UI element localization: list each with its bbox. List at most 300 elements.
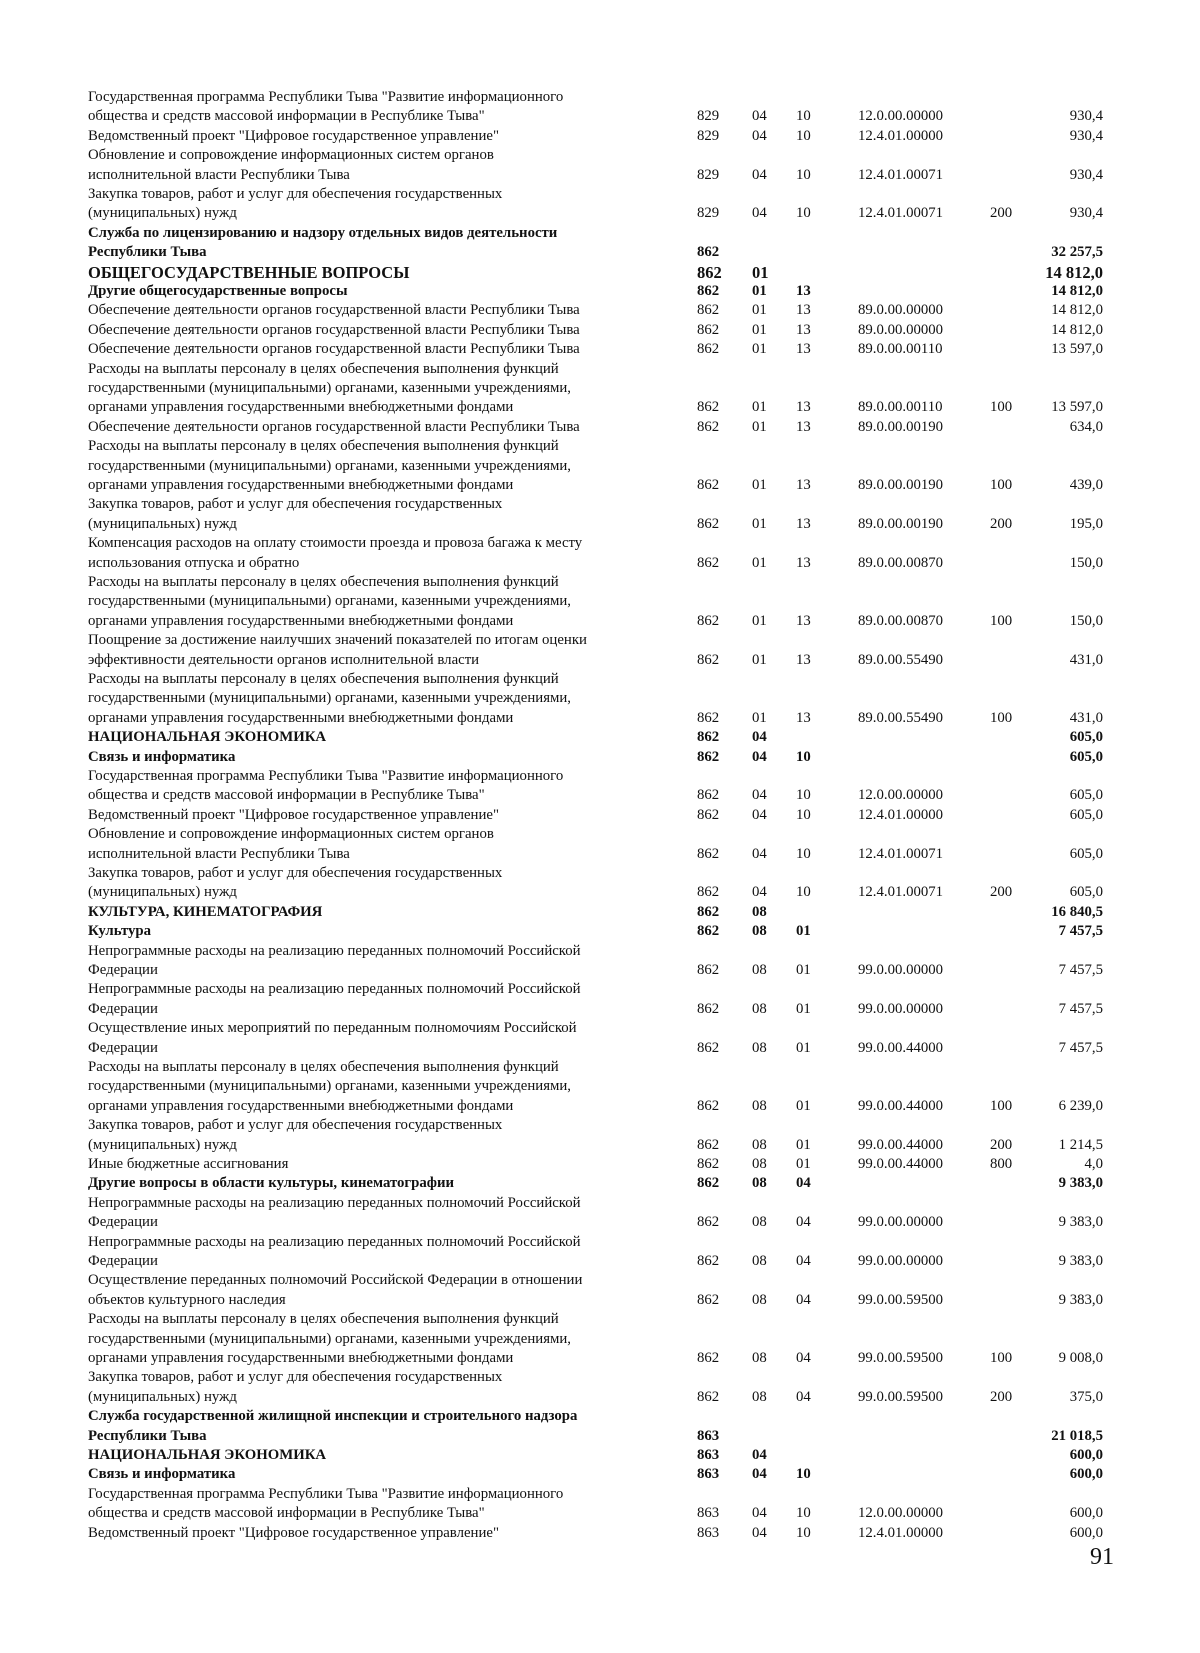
amount-cell: 14 812,0 [1051, 321, 1103, 338]
target-article-cell: 12.4.01.00000 [858, 1524, 944, 1541]
row-description [88, 1058, 663, 1116]
row-description-line: Республики Тыва [88, 1427, 207, 1444]
amount-cell: 9 383,0 [1058, 1214, 1103, 1231]
admin-code-cell: 863 [697, 1427, 720, 1444]
row-description-line: Служба государственной жилищной инспекции и строительного надзора [88, 1408, 578, 1425]
row-description-line: Непрограммные расходы на реализацию переданных полномочий Российской [88, 942, 581, 959]
amount-cell: 7 457,5 [1058, 923, 1103, 940]
target-article-cell: 12.4.01.00071 [858, 884, 944, 901]
admin-code-cell: 862 [697, 282, 720, 299]
target-article-cell: 89.0.00.00190 [858, 515, 944, 532]
subsection-code-cell: 01 [796, 1136, 811, 1153]
row-description [88, 224, 663, 263]
row-description-line: общества и средств массовой информации в Республике Тыва" [88, 787, 485, 804]
subsection-code-cell: 13 [796, 418, 811, 435]
row-description-line: органами управления государственными внебюджетными фондами [88, 1350, 514, 1366]
row-description [88, 631, 663, 670]
table-row [0, 1465, 1200, 1484]
admin-code-cell: 862 [697, 418, 720, 435]
section-code-cell: 01 [752, 282, 767, 299]
row-description-line: Служба по лицензированию и надзору отдельных видов деятельности [88, 224, 558, 241]
row-description-line: Закупка товаров, работ и услуг для обеспечения государственных [88, 1369, 503, 1386]
row-description [88, 1465, 663, 1484]
row-description [88, 495, 663, 534]
section-code-cell: 01 [752, 476, 767, 493]
target-article-cell: 89.0.00.00110 [858, 399, 943, 416]
section-code-cell: 04 [752, 1524, 767, 1541]
amount-cell: 9 383,0 [1058, 1252, 1103, 1269]
table-row [0, 1485, 1200, 1524]
table-row [0, 1310, 1200, 1368]
amount-cell: 930,4 [1069, 108, 1103, 125]
row-description-line: Обеспечение деятельности органов государственной власти Республики Тыва [88, 302, 580, 319]
subsection-code-cell: 04 [796, 1252, 811, 1269]
admin-code-cell: 862 [697, 651, 720, 668]
admin-code-cell: 862 [697, 961, 720, 978]
section-code-cell: 04 [752, 166, 767, 183]
subsection-code-cell: 01 [796, 923, 811, 940]
amount-cell: 7 457,5 [1058, 1000, 1103, 1017]
subsection-code-cell: 10 [796, 787, 811, 804]
target-article-cell: 99.0.00.00000 [858, 1000, 944, 1017]
section-code-cell: 04 [752, 806, 767, 823]
target-article-cell: 12.4.01.00071 [858, 166, 944, 183]
admin-code-cell: 862 [697, 1291, 720, 1308]
admin-code-cell: 862 [697, 1349, 720, 1366]
table-row [0, 806, 1200, 825]
table-row [0, 418, 1200, 437]
table-row [0, 922, 1200, 941]
section-code-cell: 08 [752, 1388, 767, 1405]
section-code-cell: 01 [752, 651, 767, 668]
admin-code-cell: 862 [697, 1039, 720, 1056]
table-row [0, 748, 1200, 767]
row-description-line: Ведомственный проект "Цифровое государственное управление" [88, 127, 499, 144]
amount-cell: 431,0 [1069, 709, 1103, 726]
section-code-cell: 04 [752, 127, 767, 144]
table-row [0, 282, 1200, 301]
target-article-cell: 89.0.00.00110 [858, 341, 943, 358]
row-description-line: Закупка товаров, работ и услуг для обеспечения государственных [88, 865, 503, 881]
admin-code-cell: 862 [697, 1252, 720, 1269]
amount-cell: 7 457,5 [1058, 961, 1103, 978]
subsection-code-cell: 13 [796, 399, 811, 416]
row-description-line: Компенсация расходов на оплату стоимости проезда и провоза багажа к месту [88, 535, 583, 552]
subsection-code-cell: 01 [796, 1097, 811, 1114]
expense-type-cell: 200 [990, 1136, 1013, 1153]
row-description-line: исполнительной власти Республики Тыва [88, 166, 350, 183]
amount-cell: 9 008,0 [1058, 1349, 1103, 1366]
amount-cell: 930,4 [1069, 127, 1103, 144]
section-code-cell: 01 [752, 554, 767, 571]
row-description [88, 825, 663, 864]
page-number: 91 [1090, 1544, 1114, 1570]
table-row [0, 1233, 1200, 1272]
table-row [0, 321, 1200, 340]
row-description [88, 127, 663, 146]
admin-code-cell: 862 [697, 1175, 720, 1192]
row-description [88, 1116, 663, 1155]
table-row [0, 767, 1200, 806]
target-article-cell: 99.0.00.44000 [858, 1136, 944, 1153]
expense-type-cell: 200 [990, 1388, 1013, 1405]
row-description [88, 942, 663, 981]
table-row [0, 728, 1200, 747]
row-description-line: Непрограммные расходы на реализацию переданных полномочий Российской [88, 981, 581, 998]
admin-code-cell: 829 [697, 205, 720, 222]
section-code-cell: 01 [752, 709, 767, 726]
target-article-cell: 89.0.00.00000 [858, 302, 944, 319]
row-description [88, 573, 663, 631]
expense-type-cell: 200 [990, 884, 1013, 901]
row-description-line: Федерации [88, 1214, 158, 1231]
subsection-code-cell: 10 [796, 205, 811, 222]
row-description-line: исполнительной власти Республики Тыва [88, 845, 350, 862]
row-description-line: Поощрение за достижение наилучших значений показателей по итогам оценки [88, 632, 587, 649]
row-description-line: ОБЩЕГОСУДАРСТВЕННЫЕ ВОПРОСЫ [88, 262, 410, 282]
target-article-cell: 12.0.00.00000 [858, 787, 944, 804]
amount-cell: 195,0 [1069, 515, 1103, 532]
subsection-code-cell: 10 [796, 806, 811, 823]
section-code-cell: 04 [752, 1505, 767, 1522]
row-description-line: Связь и информатика [88, 748, 236, 765]
row-description-line: Федерации [88, 1039, 158, 1056]
section-code-cell: 01 [752, 515, 767, 532]
row-description-line: объектов культурного наследия [88, 1291, 286, 1308]
target-article-cell: 99.0.00.59500 [858, 1349, 944, 1366]
amount-cell: 9 383,0 [1058, 1175, 1103, 1192]
section-code-cell: 04 [752, 787, 767, 804]
row-description-line: Другие вопросы в области культуры, кинематографии [88, 1175, 455, 1192]
table-row [0, 224, 1200, 263]
row-description [88, 185, 663, 224]
row-description-line: Государственная программа Республики Тыва "Развитие информационного [88, 768, 564, 784]
row-description [88, 806, 663, 825]
section-code-cell: 01 [752, 321, 767, 338]
subsection-code-cell: 01 [796, 1155, 811, 1172]
amount-cell: 605,0 [1069, 748, 1103, 765]
admin-code-cell: 862 [697, 476, 720, 493]
table-row [0, 340, 1200, 359]
table-row [0, 1368, 1200, 1407]
row-description [88, 1485, 663, 1524]
subsection-code-cell: 01 [796, 961, 811, 978]
row-description-line: Федерации [88, 1000, 158, 1017]
admin-code-cell: 862 [697, 748, 720, 765]
amount-cell: 375,0 [1069, 1388, 1103, 1405]
row-description-line: Государственная программа Республики Тыва "Развитие информационного [88, 89, 564, 105]
row-description [88, 864, 663, 903]
target-article-cell: 89.0.00.00000 [858, 321, 944, 338]
row-description-line: государственными (муниципальными) органами, казенными учреждениями, [88, 457, 572, 474]
section-code-cell: 01 [752, 399, 767, 416]
row-description [88, 1271, 663, 1310]
admin-code-cell: 862 [697, 1000, 720, 1017]
section-code-cell: 08 [752, 1214, 767, 1231]
row-description [88, 1310, 663, 1368]
row-description [88, 340, 663, 359]
expense-type-cell: 100 [990, 709, 1013, 726]
table-row [0, 127, 1200, 146]
row-description [88, 670, 663, 728]
row-description-line: органами управления государственными внебюджетными фондами [88, 399, 514, 416]
row-description-line: Непрограммные расходы на реализацию переданных полномочий Российской [88, 1233, 581, 1250]
target-article-cell: 89.0.00.00190 [858, 476, 944, 493]
target-article-cell: 12.0.00.00000 [858, 1505, 944, 1522]
admin-code-cell: 862 [697, 612, 720, 629]
section-code-cell: 01 [752, 418, 767, 435]
expense-type-cell: 100 [990, 612, 1013, 629]
subsection-code-cell: 13 [796, 321, 811, 338]
subsection-code-cell: 04 [796, 1349, 811, 1366]
target-article-cell: 89.0.00.00870 [858, 554, 944, 571]
table-row [0, 670, 1200, 728]
row-description-line: Ведомственный проект "Цифровое государственное управление" [88, 1524, 499, 1541]
table-row [0, 903, 1200, 922]
admin-code-cell: 863 [697, 1524, 720, 1541]
row-description-line: Федерации [88, 962, 158, 978]
admin-code-cell: 862 [697, 262, 722, 282]
row-description [88, 922, 663, 941]
subsection-code-cell: 13 [796, 709, 811, 726]
table-row [0, 1446, 1200, 1465]
table-row [0, 864, 1200, 903]
table-row [0, 1524, 1200, 1543]
table-row [0, 1058, 1200, 1116]
admin-code-cell: 863 [697, 1446, 720, 1463]
row-description-line: Связь и информатика [88, 1466, 236, 1483]
amount-cell: 605,0 [1069, 884, 1103, 901]
section-code-cell: 08 [752, 903, 767, 920]
row-description-line: Другие общегосударственные вопросы [88, 283, 348, 299]
section-code-cell: 08 [752, 1175, 767, 1192]
subsection-code-cell: 04 [796, 1175, 811, 1192]
table-row [0, 185, 1200, 224]
admin-code-cell: 862 [697, 341, 720, 358]
amount-cell: 600,0 [1069, 1446, 1103, 1463]
table-row [0, 437, 1200, 495]
admin-code-cell: 862 [697, 1388, 720, 1405]
row-description-line: органами управления государственными внебюджетными фондами [88, 612, 514, 629]
amount-cell: 634,0 [1069, 418, 1103, 435]
amount-cell: 605,0 [1069, 787, 1103, 804]
admin-code-cell: 863 [697, 1505, 720, 1522]
amount-cell: 930,4 [1069, 205, 1103, 222]
table-row [0, 1194, 1200, 1233]
table-row [0, 573, 1200, 631]
row-description-line: Закупка товаров, работ и услуг для обеспечения государственных [88, 186, 503, 202]
row-description-line: Государственная программа Республики Тыва "Развитие информационного [88, 1485, 564, 1502]
admin-code-cell: 862 [697, 554, 720, 571]
subsection-code-cell: 10 [796, 1466, 811, 1483]
admin-code-cell: 862 [697, 903, 720, 920]
target-article-cell: 99.0.00.00000 [858, 1214, 944, 1231]
admin-code-cell: 829 [697, 166, 720, 183]
admin-code-cell: 862 [697, 1097, 720, 1114]
table-row [0, 534, 1200, 573]
row-description-line: Расходы на выплаты персоналу в целях обеспечения выполнения функций [88, 574, 559, 590]
section-code-cell: 01 [752, 302, 767, 319]
row-description-line: государственными (муниципальными) органами, казенными учреждениями, [88, 1330, 572, 1347]
admin-code-cell: 862 [697, 302, 720, 319]
subsection-code-cell: 10 [796, 127, 811, 144]
subsection-code-cell: 10 [796, 845, 811, 862]
amount-cell: 13 597,0 [1051, 341, 1103, 358]
row-description-line: Расходы на выплаты персоналу в целях обеспечения выполнения функций [88, 438, 559, 455]
amount-cell: 600,0 [1069, 1466, 1103, 1483]
row-description-line: НАЦИОНАЛЬНАЯ ЭКОНОМИКА [88, 1447, 327, 1463]
subsection-code-cell: 13 [796, 476, 811, 493]
section-code-cell: 08 [752, 1000, 767, 1017]
row-description-line: Культура [88, 923, 152, 940]
row-description-line: Осуществление переданных полномочий Российской Федерации в отношении [88, 1272, 583, 1289]
amount-cell: 16 840,5 [1051, 903, 1103, 920]
admin-code-cell: 862 [697, 1155, 720, 1172]
subsection-code-cell: 13 [796, 302, 811, 319]
row-description [88, 360, 663, 418]
subsection-code-cell: 04 [796, 1291, 811, 1308]
row-description [88, 1368, 663, 1407]
row-description-line: Непрограммные расходы на реализацию переданных полномочий Российской [88, 1194, 581, 1211]
target-article-cell: 12.0.00.00000 [858, 108, 944, 125]
row-description-line: (муниципальных) нужд [88, 1388, 237, 1405]
subsection-code-cell: 13 [796, 515, 811, 532]
row-description [88, 301, 663, 320]
amount-cell: 32 257,5 [1051, 244, 1103, 261]
section-code-cell: 04 [752, 884, 767, 901]
target-article-cell: 12.4.01.00071 [858, 845, 944, 862]
amount-cell: 605,0 [1069, 845, 1103, 862]
row-description [88, 1174, 663, 1193]
amount-cell: 431,0 [1069, 651, 1103, 668]
row-description-line: Федерации [88, 1253, 158, 1269]
row-description-line: органами управления государственными внебюджетными фондами [88, 477, 514, 493]
admin-code-cell: 862 [697, 321, 720, 338]
admin-code-cell: 829 [697, 127, 720, 144]
row-description-line: (муниципальных) нужд [88, 205, 237, 222]
target-article-cell: 89.0.00.55490 [858, 651, 944, 668]
table-row [0, 942, 1200, 981]
target-article-cell: 12.4.01.00071 [858, 205, 944, 222]
section-code-cell: 08 [752, 1349, 767, 1366]
admin-code-cell: 862 [697, 845, 720, 862]
row-description-line: (муниципальных) нужд [88, 884, 237, 901]
expense-type-cell: 200 [990, 205, 1013, 222]
expense-type-cell: 800 [990, 1155, 1013, 1172]
admin-code-cell: 862 [697, 884, 720, 901]
amount-cell: 9 383,0 [1058, 1291, 1103, 1308]
amount-cell: 1 214,5 [1058, 1136, 1103, 1153]
row-description [88, 1194, 663, 1233]
admin-code-cell: 862 [697, 729, 720, 746]
target-article-cell: 89.0.00.55490 [858, 709, 944, 726]
row-description-line: Ведомственный проект "Цифровое государственное управление" [88, 806, 499, 823]
admin-code-cell: 862 [697, 515, 720, 532]
row-description [88, 1446, 663, 1465]
section-code-cell: 08 [752, 1291, 767, 1308]
table-row [0, 825, 1200, 864]
section-code-cell: 08 [752, 1039, 767, 1056]
amount-cell: 6 239,0 [1058, 1097, 1103, 1114]
admin-code-cell: 862 [697, 1214, 720, 1231]
table-row [0, 631, 1200, 670]
row-description-line: государственными (муниципальными) органами, казенными учреждениями, [88, 593, 572, 610]
row-description-line: общества и средств массовой информации в Республике Тыва" [88, 108, 485, 125]
expense-type-cell: 100 [990, 399, 1013, 416]
row-description-line: (муниципальных) нужд [88, 1136, 237, 1153]
row-description [88, 1233, 663, 1272]
section-code-cell: 08 [752, 923, 767, 940]
target-article-cell: 89.0.00.00190 [858, 418, 944, 435]
expense-type-cell: 100 [990, 1349, 1013, 1366]
section-code-cell: 01 [752, 612, 767, 629]
subsection-code-cell: 01 [796, 1000, 811, 1017]
amount-cell: 439,0 [1069, 476, 1103, 493]
row-description [88, 534, 663, 573]
row-description [88, 1019, 663, 1058]
section-code-cell: 01 [752, 341, 767, 358]
subsection-code-cell: 13 [796, 341, 811, 358]
expense-type-cell: 200 [990, 515, 1013, 532]
admin-code-cell: 862 [697, 806, 720, 823]
row-description [88, 1524, 663, 1543]
section-code-cell: 04 [752, 748, 767, 765]
admin-code-cell: 862 [697, 1136, 720, 1153]
amount-cell: 7 457,5 [1058, 1039, 1103, 1056]
admin-code-cell: 862 [697, 399, 720, 416]
amount-cell: 13 597,0 [1051, 399, 1103, 416]
table-row [0, 1116, 1200, 1155]
amount-cell: 930,4 [1069, 166, 1103, 183]
table-row [0, 1019, 1200, 1058]
admin-code-cell: 862 [697, 923, 720, 940]
row-description-line: государственными (муниципальными) органами, казенными учреждениями, [88, 690, 572, 707]
row-description-line: Расходы на выплаты персоналу в целях обеспечения выполнения функций [88, 1059, 559, 1075]
row-description-line: Иные бюджетные ассигнования [88, 1156, 289, 1172]
admin-code-cell: 862 [697, 709, 720, 726]
row-description-line: Закупка товаров, работ и услуг для обеспечения государственных [88, 1117, 503, 1134]
subsection-code-cell: 13 [796, 554, 811, 571]
subsection-code-cell: 10 [796, 166, 811, 183]
row-description [88, 263, 663, 282]
section-code-cell: 04 [752, 205, 767, 222]
target-article-cell: 12.4.01.00000 [858, 127, 944, 144]
subsection-code-cell: 13 [796, 612, 811, 629]
row-description-line: общества и средств массовой информации в Республике Тыва" [88, 1505, 485, 1522]
row-description [88, 418, 663, 437]
row-description-line: Обеспечение деятельности органов государственной власти Республики Тыва [88, 341, 580, 358]
section-code-cell: 08 [752, 1136, 767, 1153]
amount-cell: 605,0 [1069, 729, 1103, 746]
row-description-line: эффективности деятельности органов исполнительной власти [88, 651, 480, 668]
table-row [0, 1271, 1200, 1310]
row-description [88, 748, 663, 767]
amount-cell: 150,0 [1069, 554, 1103, 571]
subsection-code-cell: 13 [796, 282, 811, 299]
row-description-line: Осуществление иных мероприятий по переданным полномочиям Российской [88, 1020, 577, 1037]
row-description-line: государственными (муниципальными) органами, казенными учреждениями, [88, 380, 572, 396]
subsection-code-cell: 10 [796, 1505, 811, 1522]
row-description [88, 903, 663, 922]
table-row [0, 495, 1200, 534]
row-description [88, 321, 663, 340]
table-row [0, 360, 1200, 418]
subsection-code-cell: 01 [796, 1039, 811, 1056]
amount-cell: 605,0 [1069, 806, 1103, 823]
row-description-line: Закупка товаров, работ и услуг для обеспечения государственных [88, 496, 503, 513]
row-description [88, 437, 663, 495]
table-row [0, 1174, 1200, 1193]
